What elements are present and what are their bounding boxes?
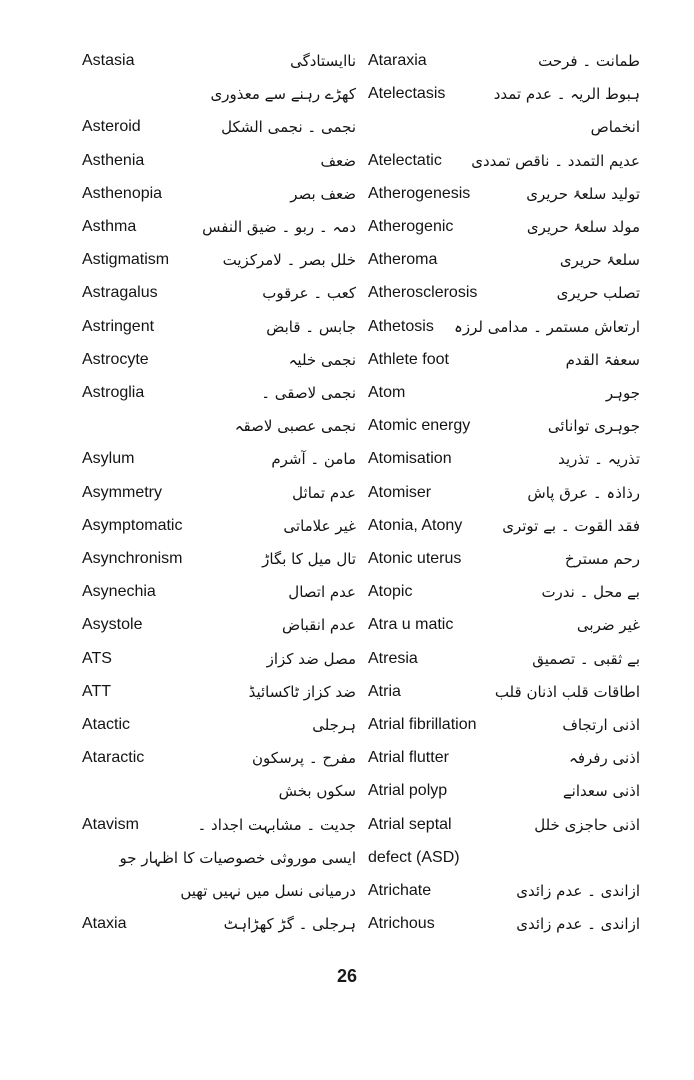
term-english-right: Atria (368, 682, 401, 700)
term-english-left: Asthenopia (82, 184, 163, 202)
term-urdu-right: ازاندی ۔ عدم زائدی (516, 882, 640, 900)
term-english-left: Ataxia (82, 915, 127, 933)
term-english-left: Asystole (82, 616, 143, 634)
term-urdu-left: ضد کزاز ٹاکسائیڈ (248, 682, 356, 701)
term-english-right: Atrichate (368, 882, 432, 899)
term-english-right: Atelectasis (368, 85, 446, 103)
term-urdu-left: دمہ ۔ ربو ۔ ضیق النفس (202, 218, 356, 236)
term-urdu-left: درمیانی نسل میں نہیں تھیں (180, 882, 356, 900)
dictionary-row (0, 544, 694, 574)
term-urdu-right: بے محل ۔ ندرت (541, 583, 640, 602)
term-english-left: Ataractic (82, 749, 145, 767)
term-urdu-right: اذنی رفرفہ (569, 749, 640, 768)
term-urdu-left: جدیت ۔ مشابہت اجداد ۔ (197, 815, 356, 834)
term-english-right: Atra u matic (368, 616, 454, 634)
dictionary-row (0, 511, 694, 541)
dictionary-row (0, 278, 694, 308)
term-english-left: Asthenia (82, 151, 145, 169)
term-urdu-right: تذریہ ۔ تذرید (558, 450, 640, 469)
dictionary-row (0, 79, 694, 109)
term-urdu-right: ارتعاش مستمر ۔ مدامی لرزہ (454, 317, 640, 336)
term-english-right: Atonia, Atony (368, 516, 463, 534)
term-urdu-right: بے ثقبی ۔ تصمیق (532, 649, 640, 668)
dictionary-row (0, 577, 694, 607)
term-english-left: Asynchronism (82, 550, 183, 567)
term-urdu-right: سعفۃ القدم (565, 350, 640, 369)
term-urdu-left: خلل بصر ۔ لامرکزیت (222, 251, 356, 270)
dictionary-row (0, 46, 694, 76)
term-urdu-left: مصل ضد کزاز (266, 649, 356, 668)
term-urdu-right: اذنی حاجزی خلل (534, 815, 640, 834)
term-urdu-left: نجمی لاصقی ۔ (261, 384, 356, 402)
dictionary-row (0, 710, 694, 740)
term-english-right: Atrichous (368, 915, 435, 933)
dictionary-row (0, 610, 694, 640)
term-english-right: Athetosis (368, 317, 434, 335)
term-urdu-left: ہرجلی (312, 716, 356, 734)
term-english-right: Atom (368, 384, 406, 401)
term-english-right: Atomiser (368, 483, 432, 501)
dictionary-row (0, 743, 694, 773)
term-english-right: Atelectatic (368, 151, 442, 169)
term-urdu-left: ناایستادگی (290, 52, 356, 70)
term-urdu-right: انخماص (590, 118, 640, 137)
term-urdu-right: طمانت ۔ فرحت (538, 52, 640, 70)
term-urdu-right: اذنی سعدانے (562, 782, 640, 801)
term-urdu-left: ایسی موروثی خصوصیات کا اظہار جو (119, 848, 356, 867)
dictionary-row (0, 378, 694, 408)
term-urdu-right: غیر ضربی (576, 616, 640, 635)
dictionary-row (0, 677, 694, 707)
term-english-right: Atrial polyp (368, 782, 448, 800)
term-english-left: Astrocyte (82, 350, 149, 368)
term-urdu-right: مولد سلعۂ حریری (526, 218, 640, 236)
term-english-right: defect (ASD) (368, 848, 460, 866)
term-english-left: ATS (82, 649, 112, 667)
term-urdu-right: اطاقات قلب اذنان قلب (494, 682, 640, 701)
dictionary-row (0, 444, 694, 474)
term-urdu-left: ضعف بصر (290, 184, 356, 203)
term-english-left: Astroglia (82, 384, 145, 401)
term-english-right: Atonic uterus (368, 550, 462, 567)
dictionary-row (0, 411, 694, 441)
term-english-right: Athlete foot (368, 350, 449, 368)
term-english-left: Asynechia (82, 583, 156, 601)
term-english-right: Atrial fibrillation (368, 716, 477, 733)
term-english-right: Atrial flutter (368, 749, 449, 767)
dictionary-row (0, 112, 694, 142)
dictionary-row (0, 776, 694, 806)
term-urdu-right: ازاندی ۔ عدم زائدی (516, 915, 640, 934)
term-english-right: Atherogenesis (368, 184, 471, 202)
term-urdu-right: فقد القوت ۔ بے توتری (502, 516, 640, 535)
term-urdu-left: عدم انقباض (281, 616, 356, 635)
term-urdu-left: غیر علاماتی (283, 516, 356, 535)
term-english-left: Asteroid (82, 118, 141, 136)
dictionary-row (0, 179, 694, 209)
term-english-right: Atrial septal (368, 815, 452, 833)
term-urdu-left: مفرح ۔ پرسکون (252, 749, 356, 768)
term-urdu-left: کھڑے رہنے سے معذوری (210, 85, 356, 104)
term-english-left: Asymmetry (82, 483, 162, 501)
term-urdu-right: سلعۂ حریری (559, 251, 640, 270)
term-urdu-left: مامن ۔ آشرم (271, 450, 356, 469)
term-urdu-left: عدم تماثل (292, 483, 356, 502)
page-number: 26 (336, 966, 358, 986)
dictionary-row (0, 644, 694, 674)
term-urdu-left: تال میل کا بگاڑ (262, 550, 356, 568)
term-urdu-right: تولید سلعۂ حریری (526, 184, 640, 203)
dictionary-row (0, 212, 694, 242)
dictionary-row (0, 909, 694, 939)
term-english-left: Atavism (82, 815, 139, 833)
term-english-right: Atomisation (368, 450, 452, 468)
term-english-left: Atactic (82, 716, 131, 733)
term-urdu-right: جوہری توانائی (547, 417, 640, 436)
term-english-right: Atresia (368, 649, 418, 667)
dictionary-row (0, 843, 694, 873)
term-urdu-right: ہبوط الریہ ۔ عدم تمدد (493, 85, 640, 104)
term-urdu-left: ضعف (320, 151, 356, 170)
term-urdu-left: ہرجلی ۔ گڑ کھڑاہٹ (223, 915, 356, 934)
dictionary-row (0, 312, 694, 342)
term-english-left: Astragalus (82, 284, 158, 302)
term-urdu-right: عدیم التمدد ۔ ناقص تمددی (471, 151, 640, 170)
dictionary-row (0, 810, 694, 840)
term-urdu-right: اذنی ارتجاف (562, 716, 640, 734)
term-urdu-left: کعب ۔ عرقوب (262, 284, 356, 303)
term-english-right: Atherosclerosis (368, 284, 478, 302)
term-urdu-left: نجمی عصبی لاصقہ (234, 417, 356, 436)
term-urdu-right: تصلب حریری (556, 284, 640, 303)
term-english-right: Atherogenic (368, 218, 454, 235)
dictionary-row (0, 146, 694, 176)
term-urdu-left: نجمی خلیہ (288, 350, 356, 369)
dictionary-row (0, 478, 694, 508)
term-english-left: Astigmatism (82, 251, 170, 269)
term-english-left: ATT (82, 682, 112, 700)
term-english-left: Astasia (82, 52, 135, 69)
term-english-left: Asymptomatic (82, 516, 183, 534)
term-english-left: Asylum (82, 450, 135, 468)
term-urdu-left: عدم اتصال (288, 583, 356, 602)
term-english-right: Atheroma (368, 251, 438, 269)
term-english-right: Ataraxia (368, 52, 427, 69)
dictionary-row (0, 345, 694, 375)
term-urdu-right: رذاذہ ۔ عرق پاش (527, 483, 640, 502)
term-urdu-right: جوہر (605, 384, 640, 402)
term-english-left: Asthma (82, 218, 137, 235)
term-urdu-right: رحم مسترخ (564, 550, 640, 568)
term-english-right: Atopic (368, 583, 413, 601)
term-urdu-left: جابس ۔ قابض (266, 317, 356, 336)
dictionary-row (0, 876, 694, 906)
dictionary-row (0, 245, 694, 275)
term-urdu-left: نجمی ۔ نجمی الشکل (221, 118, 356, 137)
term-urdu-left: سکوں بخش (278, 782, 356, 801)
term-english-left: Astringent (82, 317, 155, 335)
term-english-right: Atomic energy (368, 417, 471, 435)
